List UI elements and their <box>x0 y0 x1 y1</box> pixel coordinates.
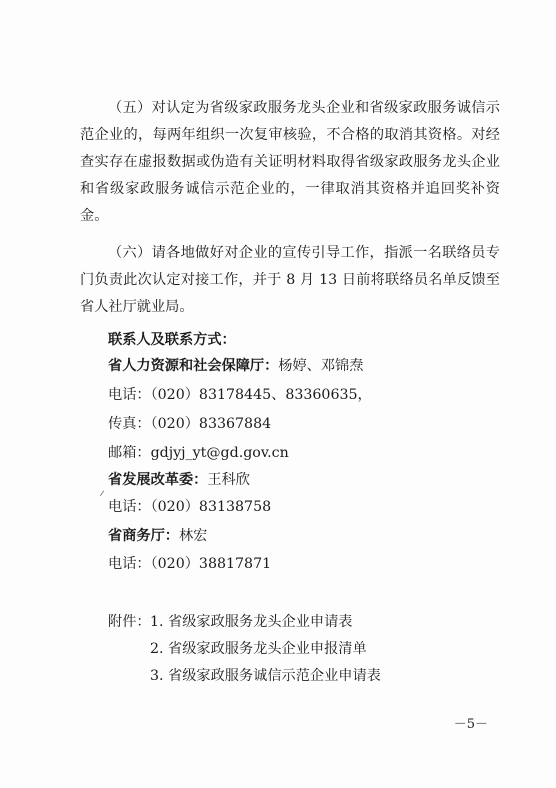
attachments-label: 附件： <box>108 614 151 630</box>
commerce-phone: 电话：（020）38817871 <box>108 556 272 572</box>
ndrc-org: 省发展改革委： <box>108 472 208 488</box>
hrss-phone: 电话：（020）83178445、83360635， <box>108 387 372 403</box>
ndrc-names: 王科欣 <box>207 472 250 488</box>
attachment-item: 1. 省级家政服务龙头企业申请表 <box>150 614 353 630</box>
page-number: －5－ <box>453 717 488 732</box>
paragraph-six: （六）请各地做好对企业的宣传引导工作，指派一名联络员专门负责此次认定对接工作，并于 8 月 13 日前将联络员名单反馈至省人社厅就业局。 <box>80 245 500 315</box>
paragraph-five: （五）对认定为省级家政服务龙头企业和省级家政服务诚信示范企业的，每两年组织一次复审核验，不合格的取消其资格。对经查实存在虚报数据或伪造有关证明材料取得省级家政服务龙头企业和省级家政服务诚信示范企业的，一律取消其资格并追回奖补资金。 <box>80 100 500 224</box>
ndrc-contact-line <box>108 470 250 490</box>
hrss-contact-line <box>108 356 363 376</box>
ndrc-phone: 电话：（020）83138758 <box>108 499 272 515</box>
commerce-org: 省商务厅： <box>108 528 179 544</box>
hrss-names: 杨婷、邓锦焘 <box>278 358 364 374</box>
attachment-item: 2. 省级家政服务龙头企业申报清单 <box>150 641 367 657</box>
hrss-fax: 传真：（020）83367884 <box>108 416 272 432</box>
attachment-item: 3. 省级家政服务诚信示范企业申请表 <box>150 668 381 684</box>
commerce-names: 林宏 <box>178 528 208 544</box>
hrss-org: 省人力资源和社会保障厅： <box>108 358 279 374</box>
commerce-contact-line <box>108 526 207 546</box>
contacts-heading: 联系人及联系方式： <box>108 332 236 348</box>
hrss-email: 邮箱：gdjyj_yt@gd.gov.cn <box>108 445 289 461</box>
